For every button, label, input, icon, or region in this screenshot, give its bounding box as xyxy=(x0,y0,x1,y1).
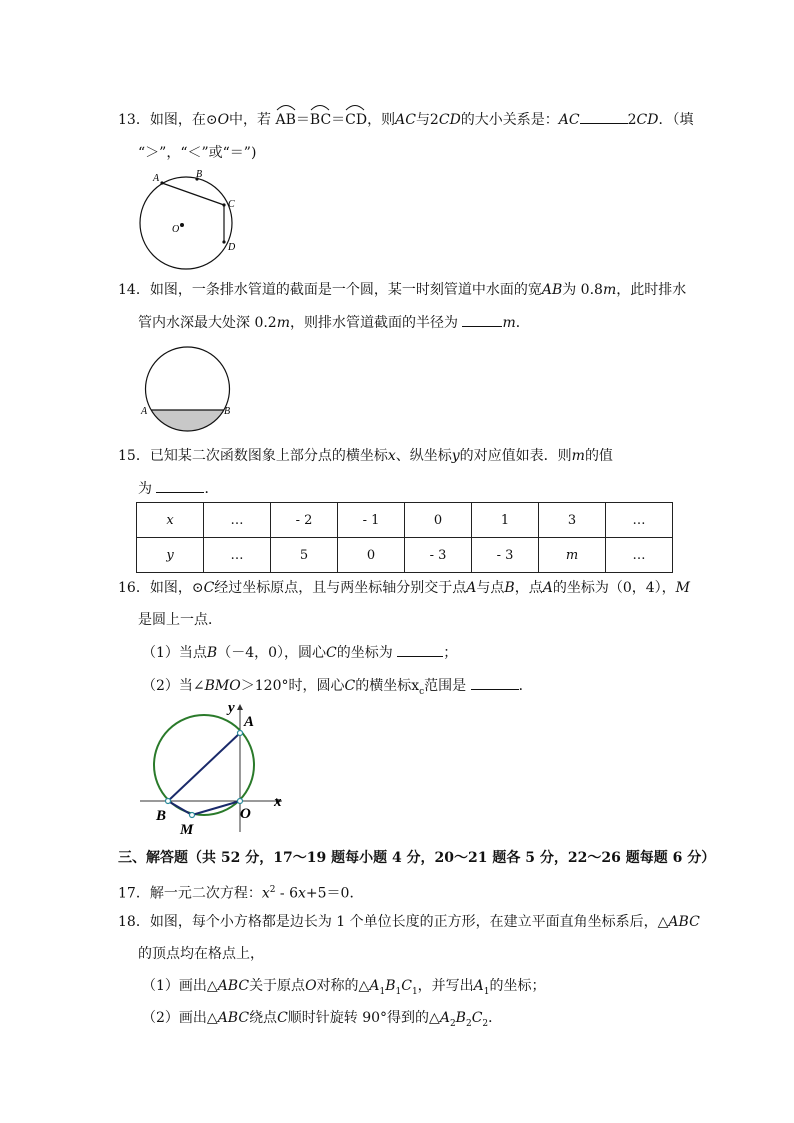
q16-text: B xyxy=(504,580,515,596)
q15-text: 已知某二次函数图象上部分点的横坐标 xyxy=(149,448,388,464)
q16-y-arrow-icon xyxy=(237,704,243,710)
q16-line1 xyxy=(118,578,690,598)
q15-line2 xyxy=(138,478,218,499)
table-cell: … xyxy=(606,503,673,538)
q14-pipe-figure xyxy=(138,344,238,432)
q16-text: 经过坐标原点，且与两坐标轴分别交于点 xyxy=(214,580,467,596)
q18-text: B xyxy=(385,978,396,994)
q13-label-a: A xyxy=(153,173,160,184)
arc-bc-label xyxy=(310,110,331,130)
q16-label-b: B xyxy=(156,808,167,824)
q13-label-c: C xyxy=(228,199,235,210)
q18-text: （1）画出△ xyxy=(142,978,218,994)
arc-mark-icon xyxy=(310,103,330,111)
q14-text: 为 0.8 xyxy=(562,282,603,298)
q18-text: ABC xyxy=(217,978,250,994)
q17-text: x xyxy=(261,885,270,902)
q14-line1 xyxy=(118,280,686,300)
q14-text: m xyxy=(602,282,617,298)
q16-text: M xyxy=(675,580,690,596)
q18-text: C xyxy=(471,1010,483,1026)
table-cell: 3 xyxy=(539,503,606,538)
q16-text: 范围是 xyxy=(424,678,467,694)
q18-text: C xyxy=(277,1010,288,1026)
q16-segment-bm xyxy=(168,801,192,815)
q16-text: A xyxy=(542,580,553,596)
q13-point-d xyxy=(222,240,225,243)
table-cell: - 3 xyxy=(405,538,472,573)
q13-circle xyxy=(140,177,232,269)
q13-label-d: D xyxy=(228,242,236,253)
table-cell xyxy=(137,538,204,573)
q18-sub1 xyxy=(142,976,546,1002)
arc-ab-label xyxy=(276,110,296,130)
q13-text: CD xyxy=(345,112,368,128)
q13-number: 13． xyxy=(118,112,150,128)
q17-text: x xyxy=(298,885,306,902)
q16-text: ，点 xyxy=(514,580,543,596)
q15-text: ． xyxy=(204,481,219,497)
q18-text: ． xyxy=(488,1010,503,1026)
q16-label-m: M xyxy=(180,822,194,838)
q15-text: y xyxy=(166,547,174,563)
q18-text: 对称的△ xyxy=(316,978,370,994)
table-cell: … xyxy=(204,503,271,538)
q16-text: B xyxy=(206,645,218,661)
q18-text: O xyxy=(305,978,317,994)
q18-text: 1 xyxy=(483,986,490,997)
q15-text: m xyxy=(571,448,585,464)
q13-text: ．（填 xyxy=(658,112,694,128)
q18-text: A xyxy=(439,1010,450,1026)
table-cell xyxy=(137,503,204,538)
q16-text: A xyxy=(466,580,477,596)
q13-point-a xyxy=(160,181,163,184)
q13-label-o: O xyxy=(172,224,180,235)
q14-water xyxy=(151,410,224,431)
q16-sub1-answer-blank[interactable] xyxy=(397,642,443,657)
q15-text: m xyxy=(565,547,579,563)
q14-text: m xyxy=(502,315,516,331)
q17-line xyxy=(118,880,363,904)
q18-text: 2 xyxy=(482,1018,489,1029)
q18-text: A xyxy=(369,978,380,994)
q16-text: C xyxy=(203,580,215,596)
arc-mark-icon xyxy=(276,103,296,111)
q15-number: 15． xyxy=(118,448,150,464)
q16-text: （2）当∠ xyxy=(142,678,205,694)
q13-text: ＝ xyxy=(331,112,346,128)
q13-text: CD xyxy=(636,112,659,128)
q15-value-table xyxy=(136,502,673,573)
q18-text: 1 xyxy=(411,986,418,997)
q15-text: y xyxy=(451,448,460,464)
q17-text: 2 xyxy=(269,885,276,895)
q18-sub2 xyxy=(142,1008,502,1034)
q14-text: ． xyxy=(515,315,530,331)
q15-text: 、纵坐标 xyxy=(395,448,452,464)
table-cell: 5 xyxy=(271,538,338,573)
q13-point-c xyxy=(222,203,225,206)
q15-text: 的对应值如表．则 xyxy=(459,448,572,464)
q18-text: 顺时针旋转 90°得到的△ xyxy=(287,1010,440,1026)
q16-label-y: y xyxy=(228,700,235,716)
q13-text: 与2 xyxy=(415,112,439,128)
q13-text: 2 xyxy=(627,112,637,128)
q14-label-b: B xyxy=(224,406,231,417)
q13-answer-blank[interactable] xyxy=(580,109,628,124)
q14-text: m xyxy=(276,315,290,331)
q16-point-m xyxy=(190,813,195,818)
q17-number: 17． xyxy=(118,885,150,902)
q15-text: 的值 xyxy=(584,448,613,464)
q13-text: BC xyxy=(309,112,332,128)
q15-text: x xyxy=(387,448,396,464)
q14-text: ，则排水管道截面的半径为 xyxy=(290,315,458,331)
q18-text: ABC xyxy=(668,914,700,930)
q13-line2: “＞”，“＜”或“＝”) xyxy=(138,145,257,161)
q13-text: 中，若 xyxy=(229,112,272,128)
q13-text: AB xyxy=(275,112,296,128)
q13-text: 如图，在⊙ xyxy=(149,112,218,128)
q15-line1 xyxy=(118,446,613,466)
q18-text: 1 xyxy=(395,986,402,997)
table-cell xyxy=(539,538,606,573)
q16-sub1 xyxy=(142,642,457,663)
q16-text: 的横坐标 xyxy=(355,678,412,694)
q18-text: （2）画出△ xyxy=(142,1010,218,1026)
q18-line2: 的顶点均在格点上， xyxy=(138,946,264,962)
q18-text: C xyxy=(401,978,412,994)
q14-text: ，此时排水 xyxy=(616,282,687,298)
table-cell: … xyxy=(204,538,271,573)
q18-text: ，并写出 xyxy=(417,978,474,994)
q16-text: ； xyxy=(443,645,458,661)
table-cell: - 2 xyxy=(271,503,338,538)
q16-number: 16． xyxy=(118,580,150,596)
q13-circle-figure xyxy=(134,168,244,274)
q14-text: AB xyxy=(541,282,563,298)
q18-text: 绕点 xyxy=(249,1010,278,1026)
q16-label-a: A xyxy=(244,714,255,730)
arc-mark-icon xyxy=(345,103,365,111)
q15-text: 为 xyxy=(138,481,152,497)
q18-text: 2 xyxy=(449,1018,456,1029)
q16-coordinate-figure xyxy=(136,700,296,842)
q16-sub2 xyxy=(142,675,533,702)
q18-text: 1 xyxy=(379,986,386,997)
q18-text: 2 xyxy=(465,1018,472,1029)
table-cell: 0 xyxy=(405,503,472,538)
q16-label-x: x xyxy=(274,794,282,810)
q15-answer-blank[interactable] xyxy=(156,478,204,493)
q18-text: 如图，每个小方格都是边长为 1 个单位长度的正方形，在建立平面直角坐标系后，△ xyxy=(149,914,669,930)
q16-line2: 是圆上一点． xyxy=(138,612,222,628)
q13-center-o xyxy=(180,223,184,227)
table-cell: - 3 xyxy=(472,538,539,573)
q14-text: 管内水深最大处深 0.2 xyxy=(138,315,277,331)
q18-text: A xyxy=(473,978,484,994)
q13-text: AC xyxy=(558,112,580,128)
q16-text: C xyxy=(344,678,356,694)
q17-text: - 6 xyxy=(275,885,299,902)
q16-text: （－4，0），圆心 xyxy=(217,645,327,661)
table-cell: 1 xyxy=(472,503,539,538)
q16-label-o: O xyxy=(240,806,251,822)
section-3-heading: 三、解答题（共 52 分，17～19 题每小题 4 分，20～21 题各 5 分，22～26 题每题 6 分） xyxy=(118,850,716,866)
q15-text: x xyxy=(166,512,174,528)
q16-text: BMO xyxy=(204,678,241,694)
table-cell: … xyxy=(606,538,673,573)
q13-text: ＝ xyxy=(295,112,310,128)
q16-segment-ba xyxy=(168,733,240,801)
q13-line1 xyxy=(118,109,693,130)
q16-text: ＞120°时，圆心 xyxy=(240,678,345,694)
q16-text: c xyxy=(419,686,425,697)
q16-text: x xyxy=(411,678,420,694)
q14-label-a: A xyxy=(141,406,148,417)
q16-text: （1）当点 xyxy=(142,645,207,661)
q16-point-o xyxy=(238,799,243,804)
q13-label-b: B xyxy=(196,169,203,180)
q16-point-a xyxy=(238,731,243,736)
q16-text: 如图，⊙ xyxy=(149,580,204,596)
q13-text: CD xyxy=(438,112,461,128)
q16-text: 与点 xyxy=(476,580,505,596)
q13-text: O xyxy=(217,112,230,128)
q13-text: ，则 xyxy=(367,112,396,128)
q16-point-b xyxy=(166,799,171,804)
q14-number: 14． xyxy=(118,282,150,298)
q14-text: 如图，一条排水管道的截面是一个圆，某一时刻管道中水面的宽 xyxy=(149,282,542,298)
q16-text: 的坐标为 xyxy=(336,645,393,661)
q18-text: ABC xyxy=(217,1010,250,1026)
q18-text: B xyxy=(455,1010,466,1026)
q16-text: 的坐标为（0，4）， xyxy=(552,580,676,596)
q16-text: ． xyxy=(518,678,533,694)
q14-answer-blank[interactable] xyxy=(462,312,502,327)
q18-text: 的坐标； xyxy=(489,978,546,994)
q18-text: 关于原点 xyxy=(249,978,306,994)
q18-line1 xyxy=(118,912,700,932)
table-row xyxy=(137,538,673,573)
q14-line2 xyxy=(138,312,530,333)
table-cell: 0 xyxy=(338,538,405,573)
q13-text: AC xyxy=(395,112,416,128)
q18-number: 18． xyxy=(118,914,150,930)
arc-cd-label xyxy=(345,110,367,130)
q16-sub2-answer-blank[interactable] xyxy=(471,675,519,690)
q16-text: C xyxy=(326,645,337,661)
q17-text: 解一元二次方程： xyxy=(149,885,262,902)
table-row xyxy=(137,503,673,538)
table-cell: - 1 xyxy=(338,503,405,538)
q17-text: +5＝0． xyxy=(305,885,364,902)
q13-text: 的大小关系是： xyxy=(460,112,559,128)
